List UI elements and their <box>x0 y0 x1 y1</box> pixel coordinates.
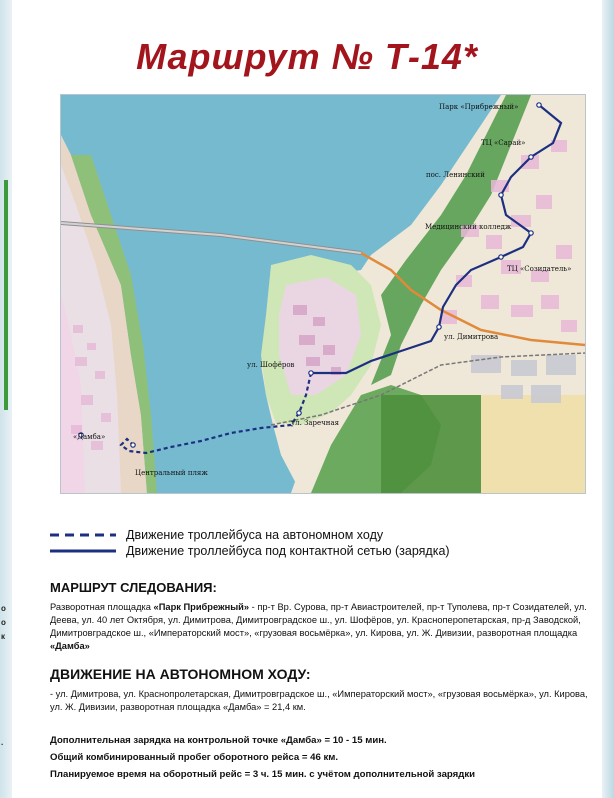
stop-label: Парк «Прибрежный» <box>439 103 519 111</box>
route-heading: МАРШРУТ СЛЕДОВАНИЯ: <box>50 580 217 595</box>
legend-contact <box>48 542 450 560</box>
legend-autonomous-label: Движение троллейбуса на автономном ходу <box>126 528 384 542</box>
stop-marker[interactable] <box>309 371 313 375</box>
stop-label: Центральный пляж <box>135 469 208 477</box>
right-page-strip <box>602 0 614 798</box>
left-strip-fragment: о <box>1 618 6 627</box>
stop-label: ул. Димитрова <box>444 333 499 341</box>
stop-marker[interactable] <box>499 193 503 197</box>
route-map[interactable] <box>60 94 586 494</box>
stop-marker[interactable] <box>297 411 301 415</box>
stop-label: ТЦ «Созидатель» <box>507 265 572 273</box>
solid-line-icon <box>48 548 118 554</box>
stop-marker[interactable] <box>437 325 441 329</box>
stop-marker[interactable] <box>131 443 135 447</box>
autonomous-description: - ул. Димитрова, ул. Краснопролетарская, Димитровградское ш., «Императорский мост», «грузовая восьмёрка», ул. Кирова, ул. Ж. Дивизии, разворотная площадка «Дамба» = 21,4 км. <box>50 689 588 712</box>
left-strip-fragment: . <box>1 738 4 747</box>
note-charging: Дополнительная зарядка на контрольной точке «Дамба» = 10 - 15 мин. <box>50 735 387 746</box>
dashed-line-icon <box>48 532 118 538</box>
left-strip-bar <box>4 180 8 410</box>
stop-label: ул. Заречная <box>291 419 340 427</box>
route-description: Разворотная площадка «Парк Прибрежный» - пр-т Вр. Сурова, пр-т Авиастроителей, пр-т Туполева, пр-т Созидателей, ул. Деева, ул. 40 лет Октября, ул. Димитрова, Димитровградское ш., ул. Шофёров, ул. Красноперопетарская, пр-д Заводской, Димитровградское ш., «Императорский мост», «грузовая восьмёрка», ул. Кирова, ул. Ж. Дивизии, разворотная площадка «Дамба» <box>50 602 587 651</box>
stop-label: ТЦ «Сарай» <box>481 139 526 147</box>
stop-label: Медицинский колледж <box>425 223 512 231</box>
stop-marker[interactable] <box>499 255 503 259</box>
left-page-strip <box>0 0 12 798</box>
stop-marker[interactable] <box>529 155 533 159</box>
note-time: Планируемое время на оборотный рейс = 3 ч. 15 мин. с учётом дополнительной зарядки <box>50 769 476 780</box>
note-mileage: Общий комбинированный пробег оборотного рейса = 46 км. <box>50 752 339 763</box>
map-canvas <box>61 95 585 493</box>
autonomous-heading: ДВИЖЕНИЕ НА АВТОНОМНОМ ХОДУ: <box>50 666 311 682</box>
stop-label: пос. Ленинский <box>426 171 485 179</box>
stop-marker[interactable] <box>537 103 541 107</box>
stop-marker[interactable] <box>529 231 533 235</box>
page-title: Маршрут № Т-14* <box>136 36 478 77</box>
stop-label: ул. Шофёров <box>247 361 295 369</box>
legend-contact-label: Движение троллейбуса под контактной сетью (зарядка) <box>126 544 450 558</box>
stop-label: «Дамба» <box>73 433 106 441</box>
left-strip-fragment: к <box>1 632 6 641</box>
left-strip-fragment: о <box>1 604 6 613</box>
